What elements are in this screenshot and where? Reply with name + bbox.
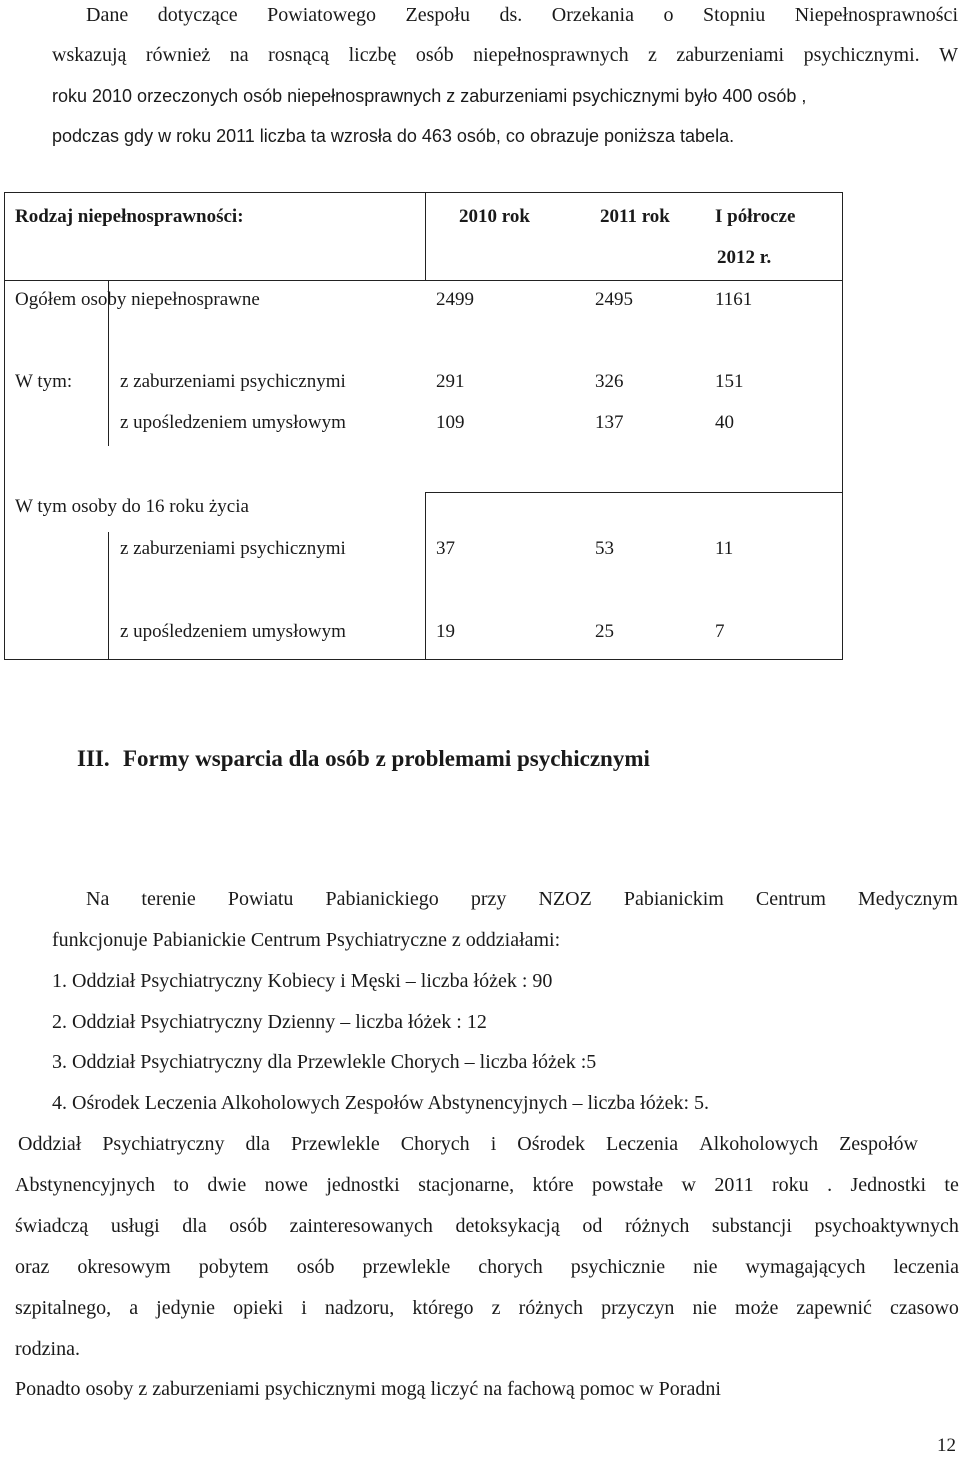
intro-line-3: roku 2010 orzeczonych osób niepełnosprawnych z zaburzeniami psychicznymi było 400 osób ,	[52, 86, 807, 106]
word: Psychiatryczny	[102, 1133, 225, 1155]
word: dotyczące	[157, 4, 238, 26]
word: w	[681, 1174, 696, 1196]
group2-row2-label: z upośledzeniem umysłowym	[120, 621, 346, 642]
intro-line-4: podczas gdy w roku 2011 liczba ta wzrosła do 463 osób, co obrazuje poniższa tabela.	[52, 126, 735, 146]
word: Leczenia	[606, 1133, 679, 1155]
group2-row2-2010: 19	[436, 621, 455, 642]
word: na	[229, 44, 249, 66]
word: Niepełnosprawności	[794, 4, 958, 26]
word: Ośrodek	[517, 1133, 586, 1155]
word: roku	[772, 1174, 809, 1196]
section-title: Formy wsparcia dla osób z problemami psychicznymi	[123, 746, 650, 771]
word: oraz	[15, 1256, 50, 1278]
word: psychoaktywnych	[814, 1215, 959, 1237]
group2-row1-label: z zaburzeniami psychicznymi	[120, 538, 346, 559]
word: przewlekle	[362, 1256, 451, 1278]
word: a	[129, 1297, 139, 1319]
word: Na	[86, 888, 110, 910]
word: liczbę	[348, 44, 397, 66]
page-number: 12	[937, 1435, 956, 1456]
group1-row1-2012: 151	[715, 371, 744, 392]
section-number: III.	[77, 746, 110, 771]
word: które	[532, 1174, 574, 1196]
word: Przewlekle	[290, 1133, 380, 1155]
group2-row1-2012: 11	[715, 538, 734, 559]
para2-line-4	[15, 1257, 959, 1277]
word: nadzoru,	[324, 1297, 395, 1319]
group2-row2-2012: 7	[715, 621, 725, 642]
word: psychicznie	[570, 1256, 666, 1278]
para2-line-2	[15, 1175, 959, 1195]
word: nie	[692, 1297, 717, 1319]
header-2010: 2010 rok	[459, 206, 530, 227]
word: Jednostki	[850, 1174, 927, 1196]
group1-row2-label: z upośledzeniem umysłowym	[120, 412, 346, 433]
word: którego	[412, 1297, 474, 1319]
word: terenie	[141, 888, 196, 910]
word: z	[648, 44, 657, 66]
header-half-2012-line1: I półrocze	[715, 206, 796, 227]
word: Oddział	[18, 1133, 82, 1155]
word: Pabianickiego	[325, 888, 439, 910]
word: wymagających	[745, 1256, 866, 1278]
group2-label: W tym osoby do 16 roku życia	[15, 496, 249, 517]
word: .	[827, 1174, 833, 1196]
word: detoksykacją	[455, 1215, 560, 1237]
word: Chorych	[400, 1133, 470, 1155]
word: 2011	[714, 1174, 754, 1196]
para1-line-2: funkcjonuje Pabianickie Centrum Psychiatryczne z oddziałami:	[52, 929, 561, 951]
word: przy	[470, 888, 507, 910]
word: Medycznym	[857, 888, 958, 910]
header-half-2012-line2: 2012 r.	[717, 247, 772, 268]
total-2011: 2495	[595, 289, 633, 310]
word: substancji	[711, 1215, 792, 1237]
word: stacjonarne,	[418, 1174, 515, 1196]
word: niepełnosprawnych	[473, 44, 629, 66]
para2-line-3	[15, 1216, 959, 1236]
word: różnych	[624, 1215, 690, 1237]
word: te	[944, 1174, 959, 1196]
word: okresowym	[77, 1256, 171, 1278]
word: zainteresowanych	[289, 1215, 433, 1237]
list-item-1: 1. Oddział Psychiatryczny Kobiecy i Męski – liczba łóżek : 90	[52, 970, 553, 992]
word: Pabianickim	[623, 888, 724, 910]
word: jedynie	[156, 1297, 216, 1319]
word: Abstynencyjnych	[15, 1174, 155, 1196]
para2-line-6: rodzina.	[15, 1338, 80, 1360]
word: o	[663, 4, 674, 26]
word: również	[145, 44, 211, 66]
word: i	[301, 1297, 307, 1319]
group1-row1-2010: 291	[436, 371, 465, 392]
total-label: Ogółem osoby niepełnosprawne	[15, 289, 260, 310]
intro-line-1	[86, 5, 958, 25]
word: NZOZ	[538, 888, 592, 910]
word: świadczą	[15, 1215, 89, 1237]
total-2010: 2499	[436, 289, 474, 310]
word: Orzekania	[551, 4, 634, 26]
word: Powiatowego	[267, 4, 377, 26]
word: zaburzeniami	[676, 44, 785, 66]
word: powstałe	[592, 1174, 664, 1196]
word: czasowo	[890, 1297, 959, 1319]
word: rosnącą	[268, 44, 330, 66]
word: i	[490, 1133, 497, 1155]
word: dla	[182, 1215, 207, 1237]
word: z	[491, 1297, 501, 1319]
word: Alkoholowych	[699, 1133, 819, 1155]
word: opieki	[233, 1297, 284, 1319]
word: Stopniu	[702, 4, 766, 26]
word: może	[735, 1297, 779, 1319]
word: różnych	[518, 1297, 583, 1319]
word: leczenia	[893, 1256, 959, 1278]
group1-row2-2012: 40	[715, 412, 734, 433]
word: chorych	[478, 1256, 543, 1278]
word: Zespołu	[405, 4, 470, 26]
intro-line-2	[52, 45, 958, 65]
word: usługi	[110, 1215, 160, 1237]
word: Dane	[86, 4, 129, 26]
header-type: Rodzaj niepełnosprawności:	[15, 206, 244, 227]
word: ds.	[499, 4, 523, 26]
para3-line-1: Ponadto osoby z zaburzeniami psychicznymi mogą liczyć na fachową pomoc w Poradni	[15, 1378, 721, 1400]
word: jednostki	[326, 1174, 400, 1196]
group2-row1-2010: 37	[436, 538, 455, 559]
word: Zespołów	[839, 1133, 918, 1155]
group2-row2-2011: 25	[595, 621, 614, 642]
word: to	[173, 1174, 189, 1196]
para2-line-5	[15, 1298, 959, 1318]
word: przyczyn	[601, 1297, 675, 1319]
group1-row2-2010: 109	[436, 412, 465, 433]
word: psychicznymi.	[803, 44, 920, 66]
list-item-3: 3. Oddział Psychiatryczny dla Przewlekle Chorych – liczba łóżek :5	[52, 1051, 597, 1073]
total-2012: 1161	[715, 289, 753, 310]
word: wskazują	[52, 44, 127, 66]
word: osób	[296, 1256, 335, 1278]
word: Powiatu	[227, 888, 294, 910]
disability-table	[4, 192, 843, 660]
header-2011: 2011 rok	[600, 206, 670, 227]
word: nowe	[264, 1174, 308, 1196]
word: od	[582, 1215, 603, 1237]
para2-line-1	[18, 1134, 918, 1154]
word: W	[939, 44, 958, 66]
group1-row2-2011: 137	[595, 412, 624, 433]
list-item-4: 4. Ośrodek Leczenia Alkoholowych Zespołów Abstynencyjnych – liczba łóżek: 5.	[52, 1092, 710, 1114]
para1-line-1	[86, 889, 958, 909]
group1-row1-label: z zaburzeniami psychicznymi	[120, 371, 346, 392]
group1-row1-2011: 326	[595, 371, 624, 392]
word: Centrum	[755, 888, 826, 910]
word: nie	[693, 1256, 718, 1278]
word: dwie	[207, 1174, 247, 1196]
list-item-2: 2. Oddział Psychiatryczny Dzienny – liczba łóżek : 12	[52, 1011, 487, 1033]
word: osób	[415, 44, 454, 66]
word: osób	[229, 1215, 268, 1237]
group2-row1-2011: 53	[595, 538, 614, 559]
group1-label: W tym:	[15, 371, 73, 392]
word: zapewnić	[796, 1297, 872, 1319]
word: szpitalnego,	[15, 1297, 112, 1319]
word: pobytem	[198, 1256, 269, 1278]
word: dla	[245, 1133, 270, 1155]
